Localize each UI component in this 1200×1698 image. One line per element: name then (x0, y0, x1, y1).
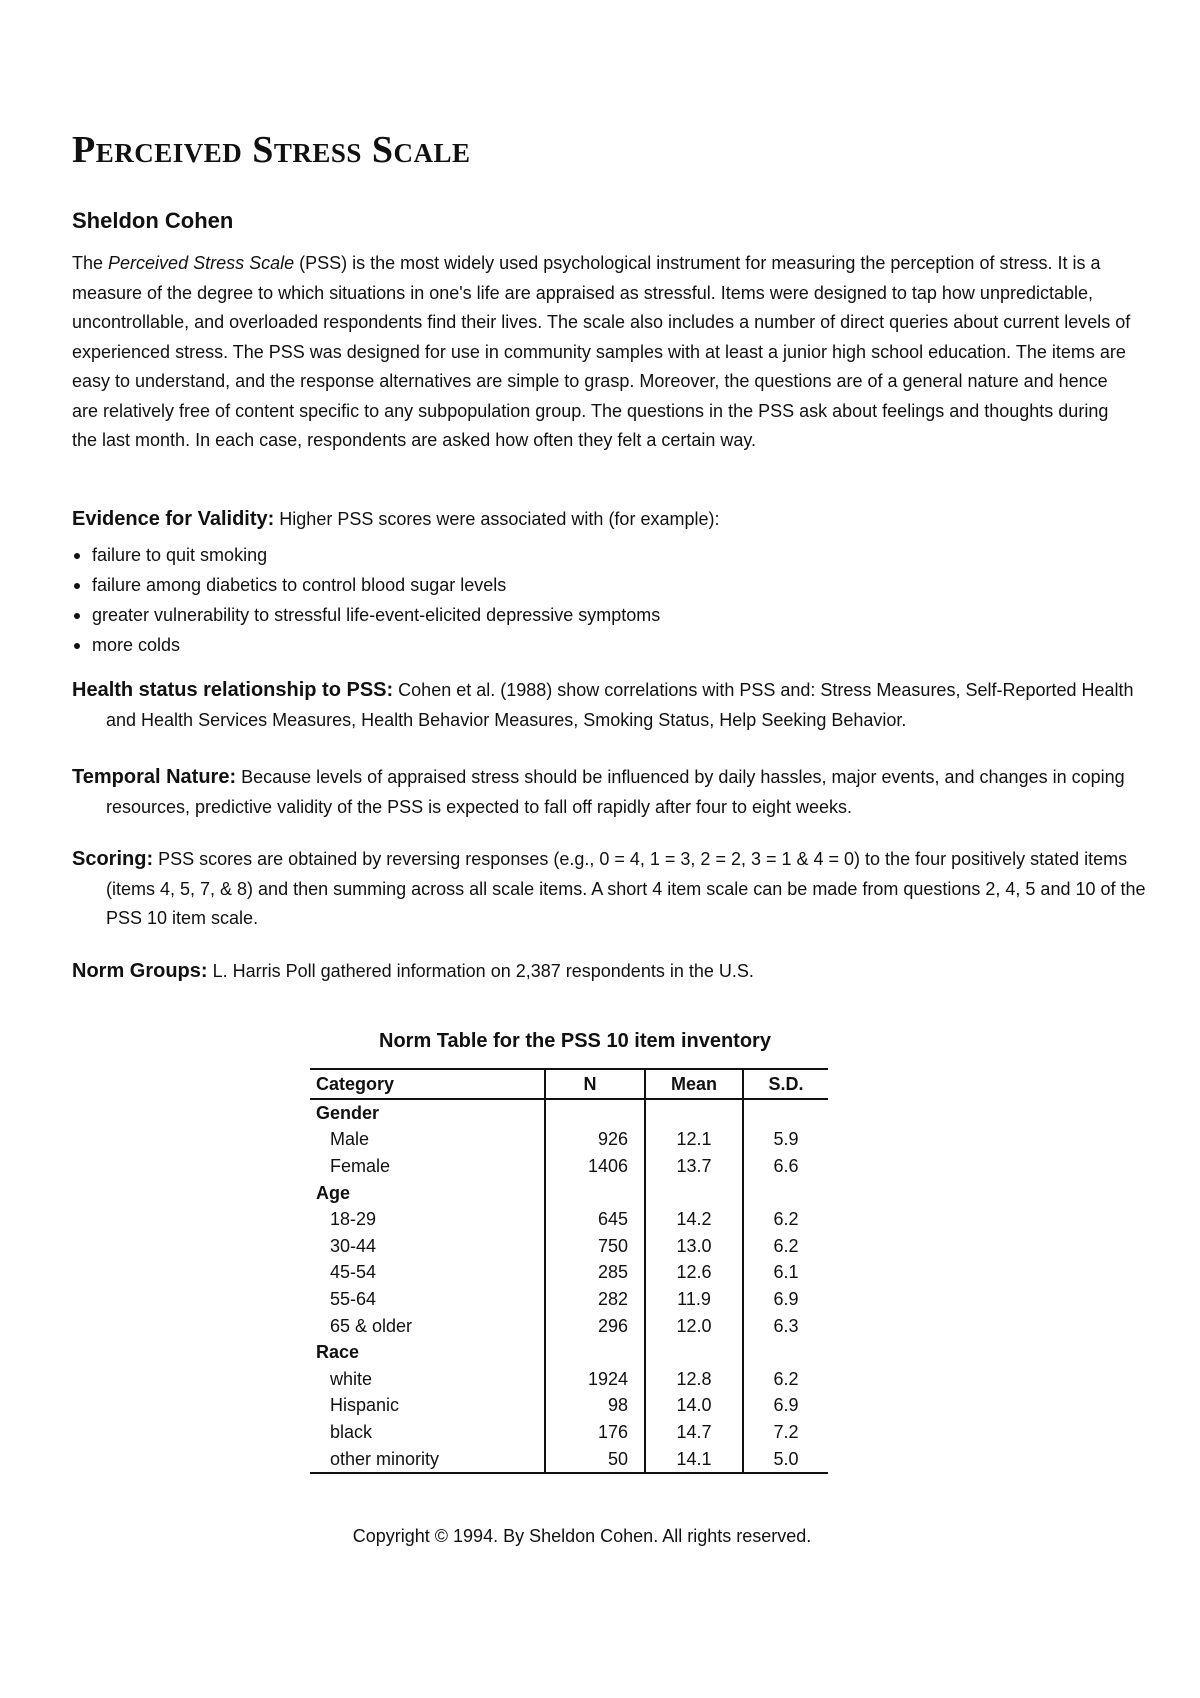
intro-emphasis: Perceived Stress Scale (108, 253, 295, 273)
cell-mean: 13.7 (645, 1153, 743, 1180)
norm-table (310, 1068, 828, 1474)
cell-n: 296 (545, 1313, 645, 1340)
col-header-mean: Mean (645, 1069, 743, 1099)
table-row (310, 1206, 828, 1233)
cell-n: 98 (545, 1393, 645, 1420)
table-row (310, 1127, 828, 1154)
norm-groups-label: Norm Groups: (72, 960, 208, 982)
group-label: Gender (316, 1102, 380, 1123)
group-label: Race (316, 1342, 360, 1363)
cell-sd: 6.2 (743, 1233, 828, 1260)
cell-category: 30-44 (330, 1235, 377, 1256)
cell-category: white (330, 1368, 373, 1389)
cell-category: Female (330, 1155, 391, 1176)
validity-section (72, 505, 1166, 535)
list-item: failure to quit smoking (72, 540, 660, 570)
cell-category: 18-29 (330, 1209, 377, 1230)
cell-sd: 7.2 (743, 1419, 828, 1446)
copyright-text: Copyright © 1994. By Sheldon Cohen. All rights reserved. (352, 1526, 812, 1546)
cell-mean: 13.0 (645, 1233, 743, 1260)
health-label: Health status relationship to PSS: (72, 679, 394, 701)
cell-mean: 12.1 (645, 1127, 743, 1154)
list-item: more colds (72, 630, 660, 660)
temporal-label: Temporal Nature: (72, 766, 237, 788)
cell-n: 750 (545, 1233, 645, 1260)
page-title: Perceived Stress Scale (72, 129, 471, 171)
table-header-row (310, 1069, 828, 1099)
cell-n: 926 (545, 1127, 645, 1154)
cell-n: 50 (545, 1446, 645, 1474)
intro-paragraph (72, 249, 1132, 456)
temporal-section (72, 763, 1166, 822)
cell-sd: 6.2 (743, 1366, 828, 1393)
group-label: Age (316, 1182, 351, 1203)
table-group-row (310, 1339, 828, 1366)
cell-n: 285 (545, 1260, 645, 1287)
list-item: failure among diabetics to control blood sugar levels (72, 570, 660, 600)
health-section (72, 676, 1166, 735)
table-group-row (310, 1099, 828, 1127)
validity-label: Evidence for Validity: (72, 508, 275, 530)
col-header-n: N (545, 1069, 645, 1099)
cell-mean: 12.6 (645, 1260, 743, 1287)
cell-sd: 6.2 (743, 1206, 828, 1233)
col-header-sd: S.D. (743, 1069, 828, 1099)
cell-sd: 6.1 (743, 1260, 828, 1287)
cell-sd: 6.9 (743, 1286, 828, 1313)
scoring-text: PSS scores are obtained by reversing responses (e.g., 0 = 4, 1 = 3, 2 = 2, 3 = 1 & 4 = 0) to the four positively stated items (items 4, 5, 7, & 8) and then summing across all scale items. A short 4 item scale can be made from questions 2, 4, 5 and 10 of the PSS 10 item scale. (106, 849, 1146, 928)
norm-groups-text: L. Harris Poll gathered information on 2,387 respondents in the U.S. (207, 961, 754, 981)
col-header-category: Category (310, 1069, 545, 1099)
cell-category: other minority (310, 1446, 545, 1474)
cell-category: 45-54 (330, 1262, 377, 1283)
cell-n: 1406 (545, 1153, 645, 1180)
cell-mean: 14.0 (645, 1393, 743, 1420)
temporal-text: Because levels of appraised stress should be influenced by daily hassles, major events, and changes in coping resources, predictive validity of the PSS is expected to fall off rapidly after four to eight weeks. (106, 767, 1125, 817)
table-row (310, 1313, 828, 1340)
cell-n: 176 (545, 1419, 645, 1446)
cell-category: 55-64 (330, 1288, 377, 1309)
cell-mean: 14.2 (645, 1206, 743, 1233)
table-row (310, 1153, 828, 1180)
cell-sd: 6.6 (743, 1153, 828, 1180)
validity-list (72, 540, 660, 660)
table-row (310, 1233, 828, 1260)
cell-n: 1924 (545, 1366, 645, 1393)
copyright-notice (72, 1526, 1132, 1547)
cell-category: Male (330, 1129, 370, 1150)
cell-category: 65 & older (330, 1315, 413, 1336)
cell-category: black (330, 1421, 373, 1442)
table-group-row (310, 1180, 828, 1207)
cell-sd: 6.3 (743, 1313, 828, 1340)
health-text: Cohen et al. (1988) show correlations with PSS and: Stress Measures, Self-Reported Health and Health Services Measures, Health Behavior Measures, Smoking Status, Help Seeking Behavior. (106, 680, 1134, 730)
table-title (72, 1030, 1132, 1053)
table-row (310, 1419, 828, 1446)
cell-mean: 12.0 (645, 1313, 743, 1340)
intro-lead: The (72, 253, 109, 273)
cell-n: 645 (545, 1206, 645, 1233)
cell-mean: 14.7 (645, 1419, 743, 1446)
norm-groups-section (72, 957, 1166, 987)
intro-body: (PSS) is the most widely used psychological instrument for measuring the perception of stress. It is a measure of the degree to which situations in one's life are appraised as stressful. Items were designed to tap how unpredictable, uncontrollable, and overloaded respondents find their lives. The scale also includes a number of direct queries about current levels of experienced stress. The PSS was designed for use in community samples with at least a junior high school education. The items are easy to understand, and the response alternatives are simple to grasp. Moreover, the questions are of a general nature and hence are relatively free of content specific to any subpopulation group. The questions in the PSS ask about feelings and thoughts during the last month. In each case, respondents are asked how often they felt a certain way. (72, 253, 1131, 450)
cell-sd: 6.9 (743, 1393, 828, 1420)
cell-mean: 11.9 (645, 1286, 743, 1313)
table-row (310, 1260, 828, 1287)
table-row (310, 1393, 828, 1420)
validity-text: Higher PSS scores were associated with (for example): (274, 509, 720, 529)
author-name: Sheldon Cohen (72, 208, 234, 233)
cell-sd: 5.0 (743, 1446, 828, 1474)
table-row (310, 1286, 828, 1313)
cell-mean: 14.1 (645, 1446, 743, 1474)
table-row (310, 1366, 828, 1393)
cell-mean: 12.8 (645, 1366, 743, 1393)
scoring-label: Scoring: (72, 848, 154, 870)
cell-category: Hispanic (330, 1395, 400, 1416)
table-row (310, 1446, 828, 1474)
scoring-section (72, 845, 1166, 934)
cell-n: 282 (545, 1286, 645, 1313)
table-title-text: Norm Table for the PSS 10 item inventory (379, 1030, 771, 1052)
list-item: greater vulnerability to stressful life-event-elicited depressive symptoms (72, 600, 660, 630)
cell-sd: 5.9 (743, 1127, 828, 1154)
